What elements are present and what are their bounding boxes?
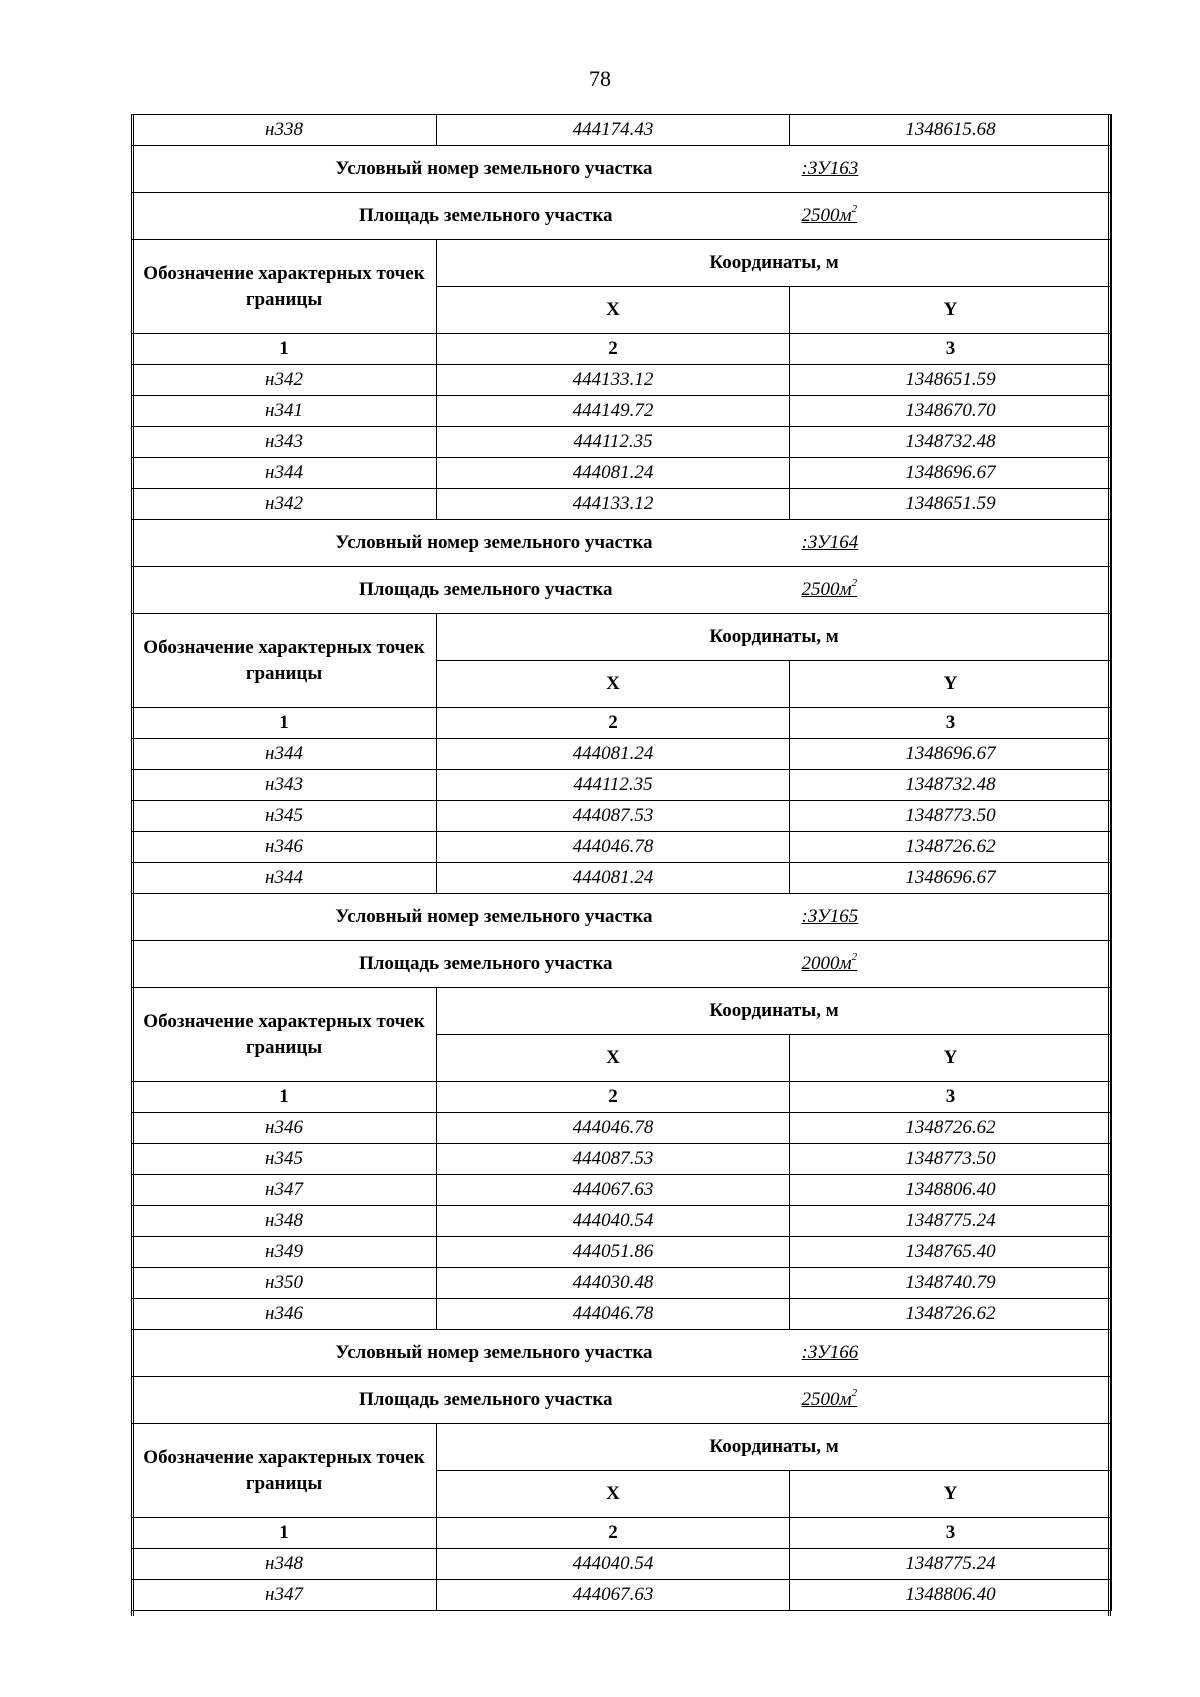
parcel-area-number: 2500м <box>801 579 852 600</box>
y-coordinate-cell: 1348670.70 <box>790 396 1112 427</box>
parcel-area-value <box>802 579 858 601</box>
table-row <box>132 770 1112 801</box>
parcel-number-value-cell <box>790 1330 1112 1377</box>
parcel-number-label: Условный номер земельного участка <box>132 520 790 567</box>
x-coordinate-cell: 444133.12 <box>437 365 790 396</box>
x-coordinate-cell: 444046.78 <box>437 832 790 863</box>
parcel-number-value-cell <box>790 894 1112 941</box>
table-row <box>132 396 1112 427</box>
y-coordinate-cell: 1348726.62 <box>790 1113 1112 1144</box>
column-number-1: 1 <box>132 1518 437 1549</box>
point-name-cell: н343 <box>132 427 437 458</box>
table-row <box>132 1175 1112 1206</box>
point-name-cell: н345 <box>132 1144 437 1175</box>
y-coordinate-cell: 1348726.62 <box>790 832 1112 863</box>
table-row <box>132 863 1112 894</box>
x-coordinate-cell: 444040.54 <box>437 1206 790 1237</box>
points-column-header: Обозначение характерных точек границы <box>132 988 437 1082</box>
table-row <box>132 1580 1112 1611</box>
column-number-row <box>132 708 1112 739</box>
parcel-area-value <box>802 1389 858 1411</box>
points-column-header: Обозначение характерных точек границы <box>132 1424 437 1518</box>
parcel-number-value-cell <box>790 520 1112 567</box>
column-number-3: 3 <box>790 708 1112 739</box>
y-coordinate-cell: 1348732.48 <box>790 427 1112 458</box>
parcel-area-value-cell <box>790 567 1112 614</box>
point-name-cell: н345 <box>132 801 437 832</box>
y-coordinate-cell: 1348773.50 <box>790 801 1112 832</box>
coordinates-header: Координаты, м <box>437 988 1112 1035</box>
column-number-1: 1 <box>132 708 437 739</box>
y-coordinate-cell: 1348775.24 <box>790 1206 1112 1237</box>
point-name-cell: н348 <box>132 1206 437 1237</box>
x-coordinate-cell: 444081.24 <box>437 863 790 894</box>
y-coordinate-cell: 1348740.79 <box>790 1268 1112 1299</box>
parcel-area-value <box>802 205 858 227</box>
x-column-header: X <box>437 287 790 334</box>
table-row <box>132 1268 1112 1299</box>
parcel-number-value-cell <box>790 146 1112 193</box>
point-name-cell: н348 <box>132 1549 437 1580</box>
point-name-cell: н342 <box>132 365 437 396</box>
point-name-cell: н347 <box>132 1175 437 1206</box>
table-header-row <box>132 240 1112 287</box>
column-number-row <box>132 1082 1112 1113</box>
column-number-2: 2 <box>437 1082 790 1113</box>
point-name-cell: н344 <box>132 739 437 770</box>
parcel-number-row <box>132 1330 1112 1377</box>
x-coordinate-cell: 444133.12 <box>437 489 790 520</box>
x-coordinate-cell: 444040.54 <box>437 1549 790 1580</box>
parcel-number-row <box>132 894 1112 941</box>
column-number-1: 1 <box>132 334 437 365</box>
y-coordinate-cell: 1348696.67 <box>790 863 1112 894</box>
table-row <box>132 365 1112 396</box>
x-coordinate-cell: 444067.63 <box>437 1580 790 1611</box>
parcel-number-row <box>132 146 1112 193</box>
point-name-cell: н342 <box>132 489 437 520</box>
parcel-area-label: Площадь земельного участка <box>132 193 790 240</box>
point-name-cell: н344 <box>132 863 437 894</box>
coordinates-header: Координаты, м <box>437 614 1112 661</box>
point-name-cell: н346 <box>132 1113 437 1144</box>
x-coordinate-cell: 444174.43 <box>437 115 790 146</box>
x-coordinate-cell: 444046.78 <box>437 1113 790 1144</box>
parcel-number-label: Условный номер земельного участка <box>132 894 790 941</box>
table-row <box>132 489 1112 520</box>
point-name-cell: н349 <box>132 1237 437 1268</box>
parcel-number-label: Условный номер земельного участка <box>132 1330 790 1377</box>
table-header-row <box>132 988 1112 1035</box>
y-coordinate-cell: 1348726.62 <box>790 1299 1112 1330</box>
y-column-header: Y <box>790 1471 1112 1518</box>
x-coordinate-cell: 444112.35 <box>437 770 790 801</box>
parcel-number-value: :ЗУ166 <box>801 1342 859 1363</box>
y-coordinate-cell: 1348696.67 <box>790 458 1112 489</box>
table-row <box>132 115 1112 146</box>
x-column-header: X <box>437 1471 790 1518</box>
y-coordinate-cell: 1348773.50 <box>790 1144 1112 1175</box>
x-coordinate-cell: 444149.72 <box>437 396 790 427</box>
x-coordinate-cell: 444067.63 <box>437 1175 790 1206</box>
x-coordinate-cell: 444030.48 <box>437 1268 790 1299</box>
parcel-area-value-cell <box>790 941 1112 988</box>
x-coordinate-cell: 444051.86 <box>437 1237 790 1268</box>
parcel-number-label: Условный номер земельного участка <box>132 146 790 193</box>
point-name-cell: н350 <box>132 1268 437 1299</box>
table-row <box>132 458 1112 489</box>
y-column-header: Y <box>790 287 1112 334</box>
point-name-cell: н346 <box>132 832 437 863</box>
coordinates-header: Координаты, м <box>437 240 1112 287</box>
parcel-area-exponent: 2 <box>851 951 858 963</box>
parcel-area-row <box>132 1377 1112 1424</box>
table-header-row <box>132 1424 1112 1471</box>
x-coordinate-cell: 444046.78 <box>437 1299 790 1330</box>
points-column-header: Обозначение характерных точек границы <box>132 240 437 334</box>
table-row <box>132 1237 1112 1268</box>
point-name-cell: н346 <box>132 1299 437 1330</box>
y-coordinate-cell: 1348765.40 <box>790 1237 1112 1268</box>
table-row <box>132 427 1112 458</box>
parcel-area-exponent: 2 <box>851 577 858 589</box>
x-coordinate-cell: 444112.35 <box>437 427 790 458</box>
x-column-header: X <box>437 1035 790 1082</box>
x-column-header: X <box>437 661 790 708</box>
parcel-area-number: 2000м <box>801 953 852 974</box>
table-row <box>132 1206 1112 1237</box>
parcel-area-number: 2500м <box>801 205 852 226</box>
points-column-header: Обозначение характерных точек границы <box>132 614 437 708</box>
table-row <box>132 801 1112 832</box>
y-coordinate-cell: 1348651.59 <box>790 365 1112 396</box>
point-name-cell: н344 <box>132 458 437 489</box>
table-row <box>132 832 1112 863</box>
column-number-2: 2 <box>437 334 790 365</box>
y-coordinate-cell: 1348775.24 <box>790 1549 1112 1580</box>
page-number: 78 <box>589 66 611 91</box>
parcel-area-label: Площадь земельного участка <box>132 941 790 988</box>
coordinates-header: Координаты, м <box>437 1424 1112 1471</box>
column-number-2: 2 <box>437 708 790 739</box>
parcel-area-value <box>802 953 858 975</box>
x-coordinate-cell: 444081.24 <box>437 458 790 489</box>
parcel-area-label: Площадь земельного участка <box>132 567 790 614</box>
parcel-area-value-cell <box>790 193 1112 240</box>
column-number-1: 1 <box>132 1082 437 1113</box>
parcel-area-label: Площадь земельного участка <box>132 1377 790 1424</box>
parcel-area-row <box>132 941 1112 988</box>
point-name-cell: н347 <box>132 1580 437 1611</box>
parcel-area-row <box>132 193 1112 240</box>
column-number-3: 3 <box>790 1082 1112 1113</box>
parcel-area-number: 2500м <box>801 1389 852 1410</box>
parcel-number-value: :ЗУ165 <box>801 906 859 927</box>
y-coordinate-cell: 1348651.59 <box>790 489 1112 520</box>
parcel-area-value-cell <box>790 1377 1112 1424</box>
table-row <box>132 1144 1112 1175</box>
x-coordinate-cell: 444087.53 <box>437 801 790 832</box>
parcel-number-row <box>132 520 1112 567</box>
y-coordinate-cell: 1348806.40 <box>790 1175 1112 1206</box>
table-row <box>132 1299 1112 1330</box>
parcel-area-exponent: 2 <box>851 203 858 215</box>
column-number-row <box>132 334 1112 365</box>
y-column-header: Y <box>790 1035 1112 1082</box>
y-coordinate-cell: 1348696.67 <box>790 739 1112 770</box>
column-number-2: 2 <box>437 1518 790 1549</box>
table-row <box>132 1549 1112 1580</box>
parcel-area-row <box>132 567 1112 614</box>
y-coordinate-cell: 1348806.40 <box>790 1580 1112 1611</box>
column-number-row <box>132 1518 1112 1549</box>
parcel-number-value: :ЗУ164 <box>801 532 859 553</box>
coordinates-table <box>131 114 1112 1611</box>
point-name-cell: н341 <box>132 396 437 427</box>
x-coordinate-cell: 444081.24 <box>437 739 790 770</box>
point-name-cell: н343 <box>132 770 437 801</box>
table-row <box>132 1113 1112 1144</box>
y-coordinate-cell: 1348732.48 <box>790 770 1112 801</box>
parcel-area-exponent: 2 <box>851 1387 858 1399</box>
x-coordinate-cell: 444087.53 <box>437 1144 790 1175</box>
table-header-row <box>132 614 1112 661</box>
column-number-3: 3 <box>790 334 1112 365</box>
parcel-number-value: :ЗУ163 <box>801 158 859 179</box>
point-name-cell: н338 <box>132 115 437 146</box>
column-number-3: 3 <box>790 1518 1112 1549</box>
y-coordinate-cell: 1348615.68 <box>790 115 1112 146</box>
table-row <box>132 739 1112 770</box>
y-column-header: Y <box>790 661 1112 708</box>
